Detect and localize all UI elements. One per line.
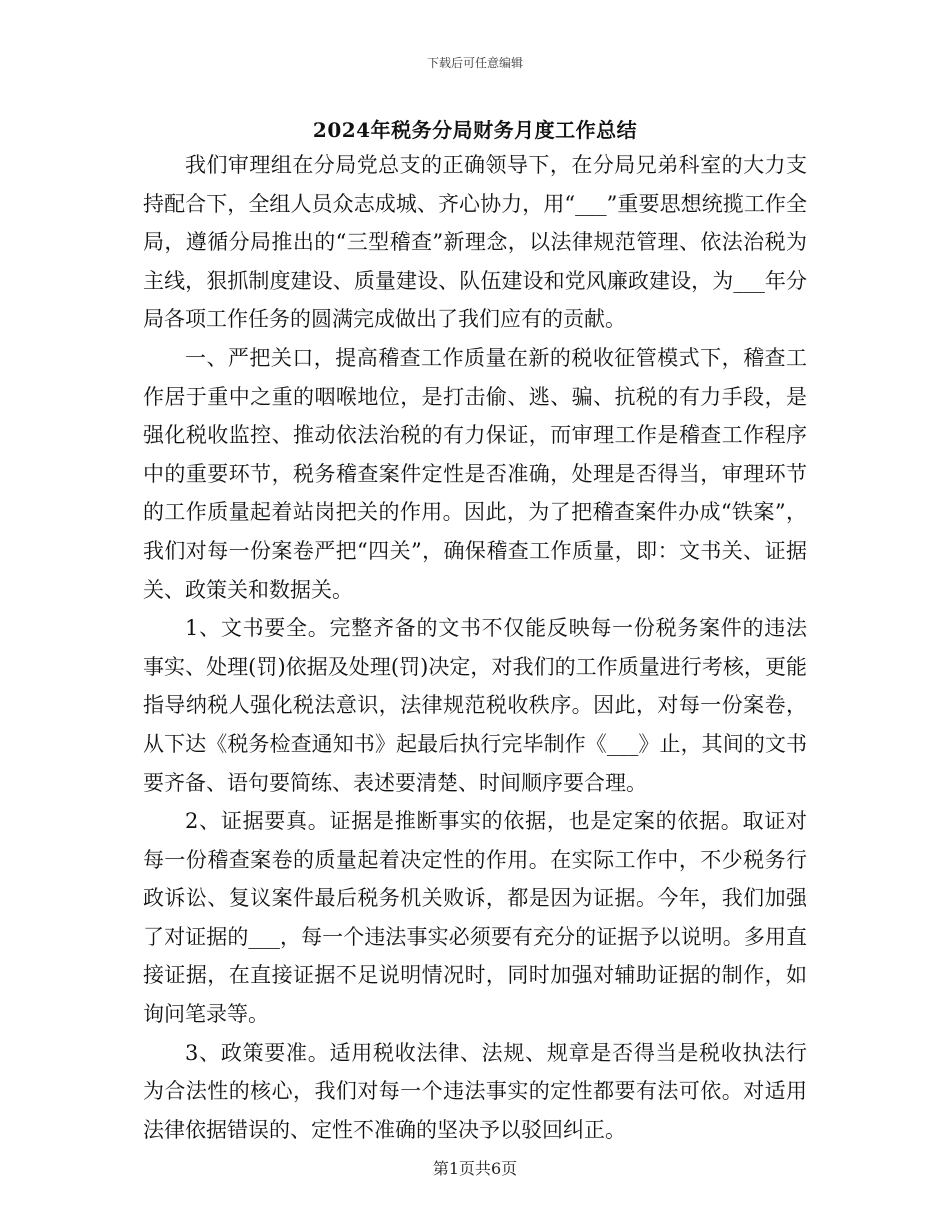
document-title: 2024年税务分局财务月度工作总结 (312, 118, 638, 142)
paragraph-item-3: 3、政策要准。适用税收法律、法规、规章是否得当是税收执法行为合法性的核心，我们对每一个违法事实的定性都要有法可依。对适用法律依据错误的、定性不准确的坚决予以驳回纠正。 (143, 1040, 807, 1142)
header-note: 下载后可任意编辑 (426, 56, 523, 70)
paragraph-item-1: 1、文书要全。完整齐备的文书不仅能反映每一份税务案件的违法事实、处理(罚)依据及处理(罚)决定，对我们的工作质量进行考核，更能指导纳税人强化税法意识，法律规范税收秩序。因此，对每一份案卷，从下达《税务检查通知书》起最后执行完毕制作《___》止，其间的文书要齐备、语句要简练、表述要清楚、时间顺序要合理。 (143, 616, 807, 795)
paragraph-intro: 我们审理组在分局党总支的正确领导下，在分局兄弟科室的大力支持配合下，全组人员众志成城、齐心协力，用“___”重要思想统揽工作全局，遵循分局推出的“三型稽查”新理念，以法律规范管理、依法治税为主线，狠抓制度建设、质量建设、队伍建设和党风廉政建设，为___年分局各项工作任务的圆满完成做出了我们应有的贡献。 (143, 153, 807, 332)
document-body (143, 146, 807, 1149)
page-footer: 第1页共6页 (432, 1159, 518, 1178)
paragraph-section-1: 一、严把关口，提高稽查工作质量在新的税收征管模式下，稽查工作居于重中之重的咽喉地位，是打击偷、逃、骗、抗税的有力手段，是强化税收监控、推动依法治税的有力保证，而审理工作是稽查工作程序中的重要环节，税务稽查案件定性是否准确，处理是否得当，审理环节的工作质量起着站岗把关的作用。因此，为了把稽查案件办成“铁案”，我们对每一份案卷严把“四关”，确保稽查工作质量，即：文书关、证据关、政策关和数据关。 (143, 345, 807, 602)
paragraph-item-2: 2、证据要真。证据是推断事实的依据，也是定案的依据。取证对每一份稽查案卷的质量起着决定性的作用。在实际工作中，不少税务行政诉讼、复议案件最后税务机关败诉，都是因为证据。今年，我们加强了对证据的___，每一个违法事实必须要有充分的证据予以说明。多用直接证据，在直接证据不足说明情况时，同时加强对辅助证据的制作，如询问笔录等。 (143, 809, 807, 1027)
